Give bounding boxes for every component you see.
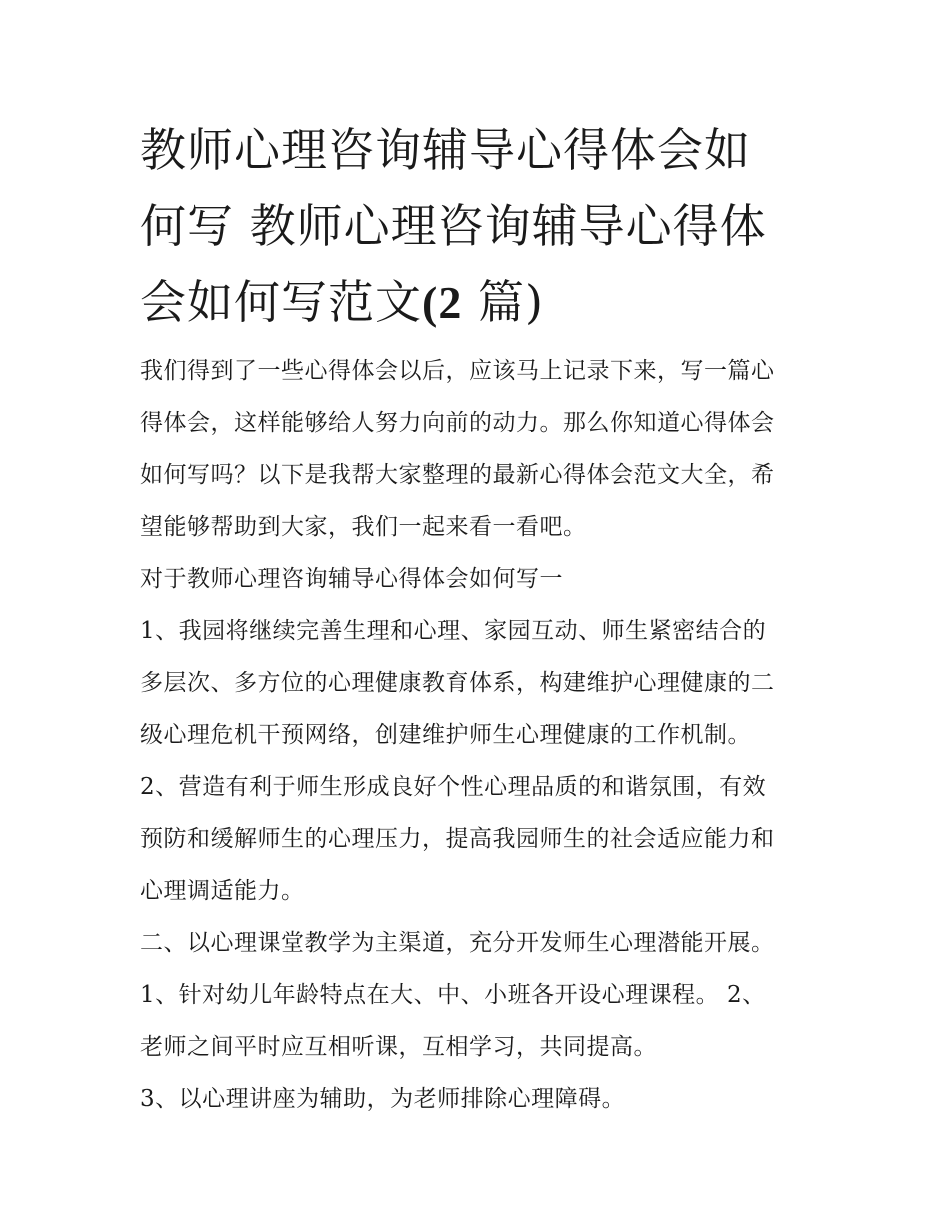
- list-item-1: [140, 605, 815, 761]
- item2-line-2: 预防和缓解师生的心理压力，提高我园师生的社会适应能力和: [140, 826, 775, 852]
- section-heading: 对于教师心理咨询辅导心得体会如何写一: [140, 566, 563, 592]
- item2-line-1: 2、营造有利于师生形成良好个性心理品质的和谐氛围，有效: [140, 774, 767, 800]
- title-count: (2: [422, 277, 463, 328]
- title-line-2: 何写 教师心理咨询辅导心得体: [140, 199, 767, 253]
- part2-item1-line-1: 1、针对幼儿年龄特点在大、中、小班各开设心理课程。 2、: [140, 982, 766, 1008]
- intro-line-1: 我们得到了一些心得体会以后，应该马上记录下来，写一篇心: [140, 358, 775, 384]
- part-two-item-3: 3、以心理讲座为辅助，为老师排除心理障碍。: [140, 1086, 626, 1112]
- intro-line-3: 如何写吗？以下是我帮大家整理的最新心得体会范文大全，希: [140, 462, 775, 488]
- intro-line-4: 望能够帮助到大家，我们一起来看一看吧。: [140, 514, 587, 540]
- item1-line-2: 多层次、多方位的心理健康教育体系，构建维护心理健康的二: [140, 670, 775, 696]
- title-line-3: 会如何写范文: [140, 275, 422, 329]
- document-title: [140, 112, 815, 341]
- title-line-1: 教师心理咨询辅导心得体会如: [140, 123, 751, 177]
- title-end: 篇): [477, 275, 544, 329]
- intro-paragraph: [140, 345, 815, 553]
- item1-line-1: 1、我园将继续完善生理和心理、家园互动、师生紧密结合的: [140, 618, 767, 644]
- document-page: [140, 112, 815, 1125]
- part2-item1-line-2: 老师之间平时应互相听课，互相学习，共同提高。: [140, 1034, 657, 1060]
- list-item-2: [140, 761, 815, 917]
- intro-line-2: 得体会，这样能够给人努力向前的动力。那么你知道心得体会: [140, 410, 775, 436]
- item2-line-3: 心理调适能力。: [140, 878, 305, 904]
- part-two-heading: 二、以心理课堂教学为主渠道，充分开发师生心理潜能开展。: [140, 930, 775, 956]
- part-two-item-1: [140, 969, 815, 1073]
- item1-line-3: 级心理危机干预网络，创建维护师生心理健康的工作机制。: [140, 722, 751, 748]
